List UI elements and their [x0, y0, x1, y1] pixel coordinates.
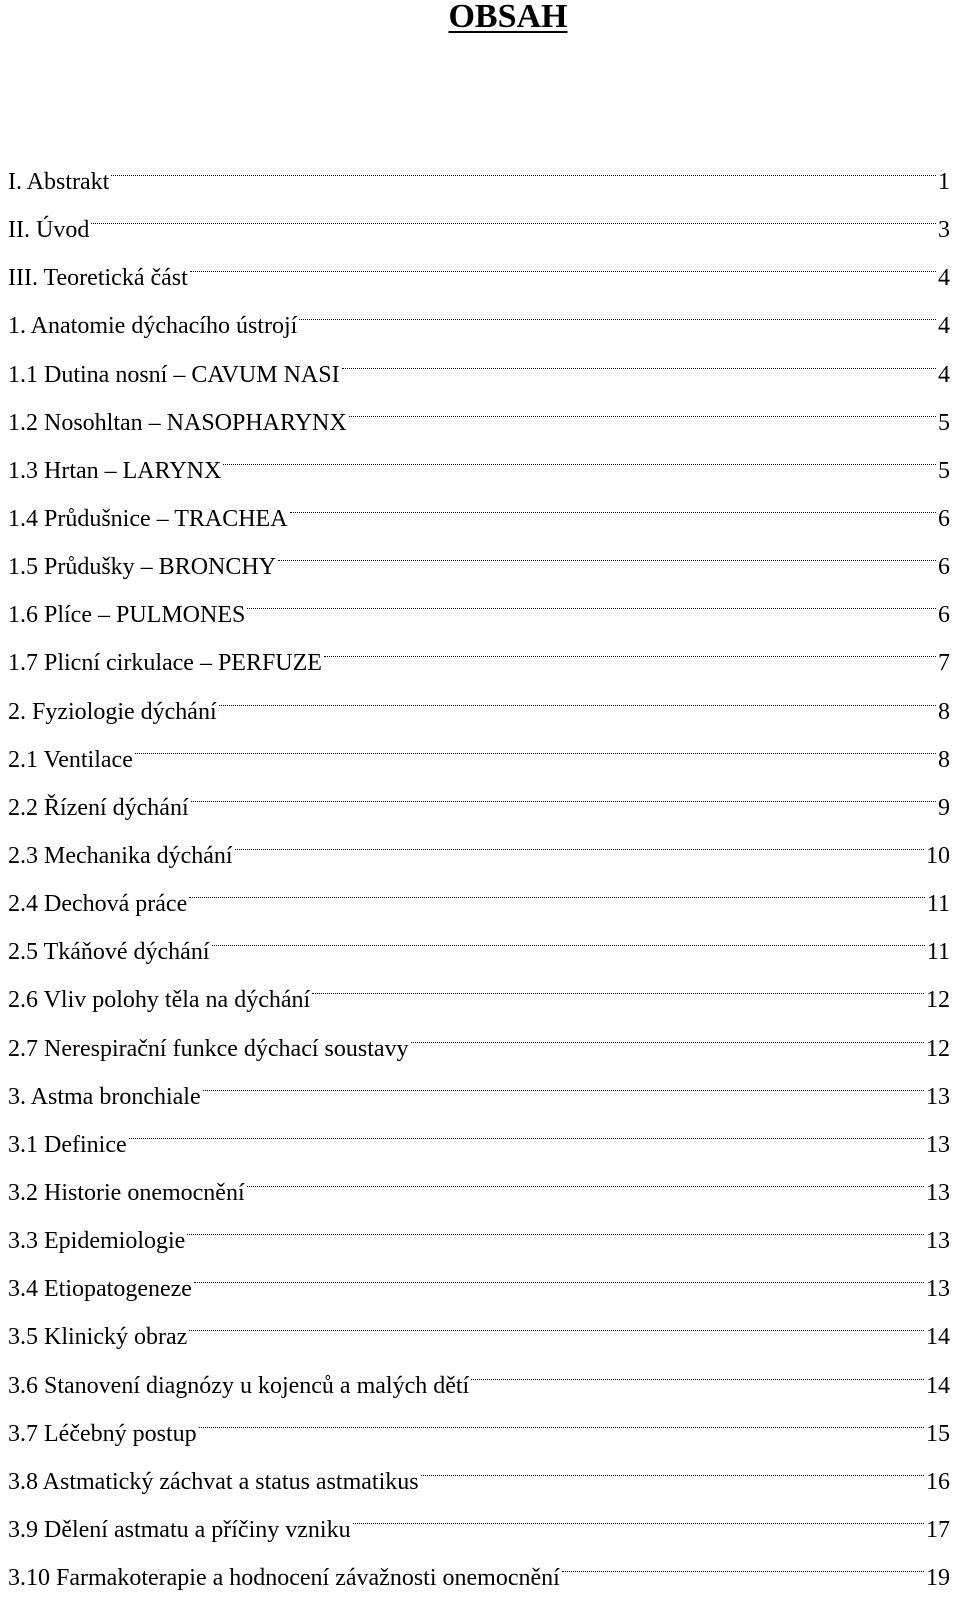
dot-leader — [129, 1104, 924, 1152]
toc-entry-page-number: 12 — [926, 1035, 950, 1062]
toc-entry-page-number: 17 — [926, 1516, 950, 1543]
toc-entry-label: 3.6 Stanovení diagnózy u kojenců a malých dětí — [8, 1372, 470, 1399]
toc-entry-label: 1.2 Nosohltan – NASOPHARYNX — [8, 409, 347, 436]
toc-entry-label: 1.4 Průdušnice – TRACHEA — [8, 505, 288, 532]
toc-entry[interactable] — [8, 1104, 950, 1158]
dot-leader — [212, 911, 925, 959]
dot-leader — [203, 1056, 924, 1104]
toc-entry-label: 3. Astma bronchiale — [8, 1083, 201, 1110]
dot-leader — [471, 1345, 924, 1393]
toc-entry-label: III. Teoretická část — [8, 265, 188, 292]
dot-leader — [562, 1537, 924, 1585]
toc-entry-page-number: 16 — [926, 1468, 950, 1495]
dot-leader — [190, 237, 936, 285]
dot-leader — [199, 1393, 924, 1441]
toc-entry[interactable] — [8, 1152, 950, 1206]
toc-entry-page-number: 11 — [926, 891, 950, 918]
toc-entry-label: 1.1 Dutina nosní – CAVUM NASI — [8, 361, 340, 388]
toc-entry-label: 2.7 Nerespirační funkce dýchací soustavy — [8, 1035, 409, 1062]
toc-entry-page-number: 4 — [938, 265, 950, 292]
toc-entry-page-number: 4 — [938, 361, 950, 388]
dot-leader — [194, 1248, 924, 1296]
dot-leader — [235, 815, 924, 863]
dot-leader — [324, 622, 936, 670]
toc-entry-label: 3.4 Etiopatogeneze — [8, 1276, 192, 1303]
dot-leader — [189, 863, 925, 911]
toc-entry-label: 1.5 Průdušky – BRONCHY — [8, 554, 277, 581]
dot-leader — [111, 141, 936, 189]
dot-leader — [411, 1008, 924, 1056]
toc-entry-page-number: 1 — [938, 169, 950, 195]
toc-entry-label: 2.2 Řízení dýchání — [8, 794, 189, 821]
toc-entry[interactable] — [8, 141, 950, 195]
toc-entry-page-number: 8 — [938, 746, 950, 773]
toc-entry-page-number: 13 — [926, 1131, 950, 1158]
toc-entry-page-number: 6 — [938, 505, 950, 532]
dot-leader — [349, 382, 936, 430]
toc-entry-page-number: 8 — [938, 698, 950, 725]
toc-entry-page-number: 13 — [926, 1276, 950, 1303]
toc-entry-label: 1.6 Plíce – PULMONES — [8, 602, 246, 629]
dot-leader — [299, 285, 936, 333]
dot-leader — [247, 1152, 924, 1200]
toc-entry-label: 3.10 Farmakoterapie a hodnocení závažnosti onemocnění — [8, 1565, 560, 1592]
toc-entry-page-number: 13 — [926, 1179, 950, 1206]
dot-leader — [312, 959, 924, 1007]
toc-entry[interactable] — [8, 719, 950, 773]
dot-leader — [91, 189, 936, 237]
toc-entry-page-number: 6 — [938, 554, 950, 581]
toc-entry-label: 2.5 Tkáňové dýchání — [8, 939, 210, 966]
toc-entry-label: 2.4 Dechová práce — [8, 891, 188, 918]
dot-leader — [219, 671, 936, 719]
dot-leader — [342, 334, 936, 382]
toc-entry-page-number: 6 — [938, 602, 950, 629]
toc-entry[interactable] — [8, 767, 950, 821]
dot-leader — [187, 1200, 924, 1248]
toc-entry[interactable] — [8, 189, 950, 244]
page-title: OBSAH — [448, 0, 568, 35]
toc-entry-page-number: 12 — [926, 987, 950, 1014]
toc-entry-page-number: 3 — [938, 217, 950, 244]
toc-entry-label: II. Úvod — [8, 217, 90, 244]
toc-entry-label: 3.2 Historie onemocnění — [8, 1179, 245, 1206]
toc-entry-page-number: 11 — [926, 939, 950, 966]
toc-entry-label: 3.7 Léčebný postup — [8, 1420, 197, 1447]
toc-entry-page-number: 5 — [938, 457, 950, 484]
dot-leader — [421, 1441, 924, 1489]
toc-entry-label: 2. Fyziologie dýchání — [8, 698, 217, 725]
toc-entry[interactable] — [8, 237, 950, 292]
toc-entry-label: 3.9 Dělení astmatu a příčiny vzniku — [8, 1516, 351, 1543]
toc-entry-label: 2.1 Ventilace — [8, 746, 133, 773]
toc-entry-label: I. Abstrakt — [8, 169, 110, 195]
toc-entry-page-number: 14 — [926, 1324, 950, 1351]
toc-entry-page-number: 7 — [938, 650, 950, 677]
dot-leader — [191, 767, 936, 815]
toc-entry-page-number: 10 — [926, 842, 950, 869]
dot-leader — [135, 719, 936, 767]
toc-entry-page-number: 15 — [926, 1420, 950, 1447]
toc-entry-label: 1.3 Hrtan – LARYNX — [8, 457, 222, 484]
toc-entry-page-number: 13 — [926, 1083, 950, 1110]
dot-leader — [353, 1489, 924, 1537]
toc-entry-label: 1. Anatomie dýchacího ústrojí — [8, 313, 298, 340]
toc-entry-page-number: 4 — [938, 313, 950, 340]
dot-leader — [223, 430, 936, 478]
toc-entry-label: 1.7 Plicní cirkulace – PERFUZE — [8, 650, 322, 677]
toc-entry-label: 3.8 Astmatický záchvat a status astmatikus — [8, 1468, 419, 1495]
dot-leader — [247, 574, 936, 622]
dot-leader — [189, 1296, 924, 1344]
toc-entry-label: 3.5 Klinický obraz — [8, 1324, 188, 1351]
dot-leader — [290, 478, 936, 526]
toc-entry-label: 2.3 Mechanika dýchání — [8, 842, 233, 869]
toc-entry-page-number: 5 — [938, 409, 950, 436]
toc-entry-page-number: 14 — [926, 1372, 950, 1399]
toc-entry-page-number: 9 — [938, 794, 950, 821]
toc-entry-page-number: 19 — [926, 1565, 950, 1592]
table-of-contents — [8, 141, 950, 1592]
toc-entry-label: 3.1 Definice — [8, 1131, 127, 1158]
dot-leader — [278, 526, 936, 574]
toc-entry-page-number: 13 — [926, 1228, 950, 1255]
toc-entry-label: 3.3 Epidemiologie — [8, 1228, 186, 1255]
toc-entry-label: 2.6 Vliv polohy těla na dýchání — [8, 987, 311, 1014]
